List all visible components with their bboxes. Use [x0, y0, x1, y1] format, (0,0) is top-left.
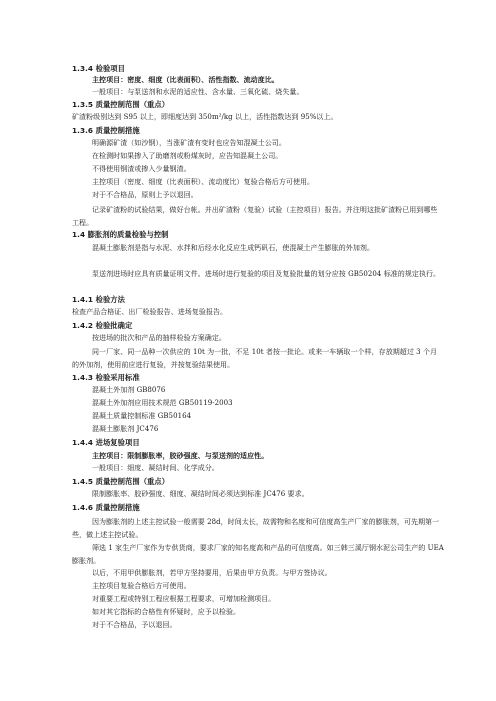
general-items: 一般项目：与泵送剂和水泥的适应性、含水量、三氧化硫、烧失量。 — [92, 88, 304, 96]
section-heading-1-4-4: 1.4.4 进场复验项目 — [72, 438, 140, 447]
supplier-selection-paragraph: 筛选 1 家生产厂家作为专供货商，要求厂家的知名度高和产品的可信度高。如三韩三溪厅钢水泥公司生产的 UEA 膨胀剂。 — [72, 544, 444, 565]
measure-line: 如对其它指标的合格性有怀疑时，应予以检验。 — [92, 608, 241, 616]
supplier-paragraph: 因为膨胀剂的上述主控试验一般需要 28d，时间太长，故需物和名度和可信度高生产厂家的膨胀剂，可先期第一些，做上述主控试验。 — [72, 518, 440, 539]
main-control-items: 主控项目：密度、细度（比表面积）、活性指数、流动度比。 — [92, 75, 279, 84]
quality-range-text: 矿渣粉级别达到 S95 以上，即细度达到 350m²/kg 以上，活性指数达到 95%以上。 — [72, 113, 338, 121]
measure-line: 不得使用钢渣或掺入少量钢渣。 — [92, 165, 191, 173]
section-heading-1-3-6: 1.3.6 质量控制措施 — [72, 126, 140, 135]
section-heading-1-3-5: 1.3.5 质量控制范围（重点） — [72, 100, 170, 109]
section-heading-1-4-1: 1.4.1 检验方法 — [72, 295, 126, 304]
section-heading-1-3-4: 1.3.4 检验项目 — [72, 64, 126, 73]
record-paragraph: 记录矿渣粉的试验结果，做好台帐。并出矿渣粉（复验）试验（主控项目）报告。并注明这批矿渣粉已用到哪些工程。 — [72, 206, 438, 227]
section-heading-1-4-5: 1.4.5 质量控制范围（重点） — [72, 477, 170, 486]
standard-item: 混凝土质量控制标准 GB50164 — [92, 412, 192, 420]
batch-rule-text: 按进场的批次和产品的抽样检验方案确定。 — [92, 334, 226, 342]
section-heading-1-4-3: 1.4.3 检验采用标准 — [72, 373, 140, 382]
batch-size-paragraph: 同一厂家、同一品种一次供应的 10t 为一批，不足 10t 者按一批论。或来一车辆取一个样，存放期超过 3 个月的外加剂，使用前应进行复验，并按复验结果使用。 — [72, 348, 438, 369]
measure-line: 以后，不用甲供膨胀剂，若甲方坚持要用，后果由甲方负责。与甲方签协议。 — [92, 569, 332, 577]
general-items: 一般项目：细度、凝结时间、化学成分。 — [92, 464, 219, 472]
section-heading-1-4-6: 1.4.6 质量控制措施 — [72, 503, 140, 512]
measure-line: 对于不合格品，予以退回。 — [92, 621, 177, 629]
entry-requirement-paragraph: 泵送剂进场时应具有质量证明文件。进场时进行复验的项目及复验批量的划分应按 GB50204 标准的规定执行。 — [92, 270, 441, 278]
section-heading-1-4: 1.4 膨胀剂的质量检验与控制 — [72, 230, 169, 239]
measure-line: 主控项目复验合格后方可使用。 — [92, 582, 191, 590]
standard-item: 混凝土膨胀剂 JC476 — [92, 425, 159, 433]
inspection-method-text: 检查产品合格证、出厂检验报告、进场复验报告。 — [72, 308, 228, 316]
measure-line: 对重要工程或特别工程应根据工程要求，可增加检测项目。 — [92, 595, 276, 603]
measure-line: 在检测时如果掺入了助磨剂或粉煤灰时，应告知混凝土公司。 — [92, 152, 283, 160]
quality-range-text: 限制膨胀率、胶砂强度、细度、凝结时间必须达到标准 JC476 要求。 — [92, 490, 309, 498]
standard-item: 混凝土外加剂应用技术规范 GB50119-2003 — [92, 399, 233, 407]
section-heading-1-4-2: 1.4.2 检验批确定 — [72, 321, 133, 330]
measure-line: 明确源矿渣（如沙钢），当涨矿渣有变时也应告知混凝土公司。 — [92, 139, 286, 147]
measure-line: 主控项目（密度、细度（比表面积）、流动度比）复验合格后方可使用。 — [92, 178, 315, 186]
measure-line: 对于不合格品，原则上予以退回。 — [92, 191, 198, 199]
main-control-items: 主控项目：限制膨胀率，胶砂强度、与泵送剂的适应性。 — [92, 451, 269, 460]
standard-item: 混凝土外加剂 GB8076 — [92, 386, 166, 394]
expansion-agent-definition: 混凝土膨胀剂是指与水泥、水拌和后经水化反应生成钙矾石，使混凝土产生膨胀的外加剂。 — [92, 244, 374, 252]
